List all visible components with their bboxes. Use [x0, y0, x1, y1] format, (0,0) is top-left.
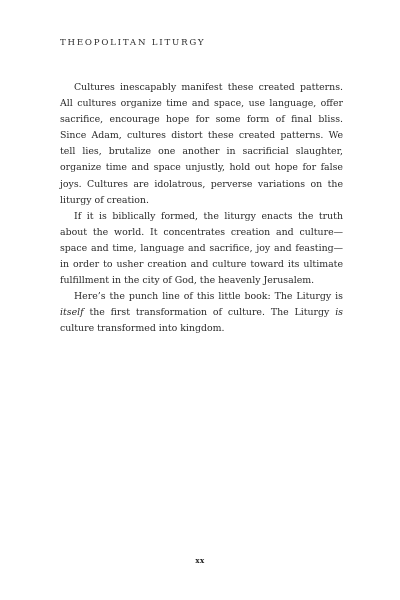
body-text [60, 80, 343, 338]
page-number: xx [195, 556, 205, 565]
paragraph-text: the first transformation of culture. The Liturgy [83, 307, 336, 319]
paragraph [60, 209, 343, 289]
paragraph-text: If it is biblically formed, the liturgy enacts the truth about the world. It concentrates creation and culture—space and time, language and sacrifice, joy and feasting—in order to usher creation and culture toward its ultimate fulfillment in the city of God, the heavenly Jerusalem. [60, 210, 343, 287]
emphasis-text: itself [60, 307, 84, 319]
running-header: THEOPOLITAN LITURGY [60, 38, 206, 48]
paragraph-text: culture transformed into kingdom. [60, 323, 225, 335]
paragraph [60, 289, 343, 337]
paragraph [60, 80, 343, 209]
paragraph-text: Here’s the punch line of this little book: The Liturgy is [74, 291, 343, 303]
emphasis-text: is [335, 307, 343, 319]
paragraph-text: Cultures inescapably manifest these created patterns. All cultures organize time and space, use language, offer sacrifice, encourage hope for some form of final bliss. Since Adam, cultures distort these created patterns. We tell lies, brutalize one another in sacrificial slaughter, organize time and space unjustly, hold out hope for false joys. Cultures are idolatrous, perverse variations on the liturgy of creation. [60, 82, 343, 206]
